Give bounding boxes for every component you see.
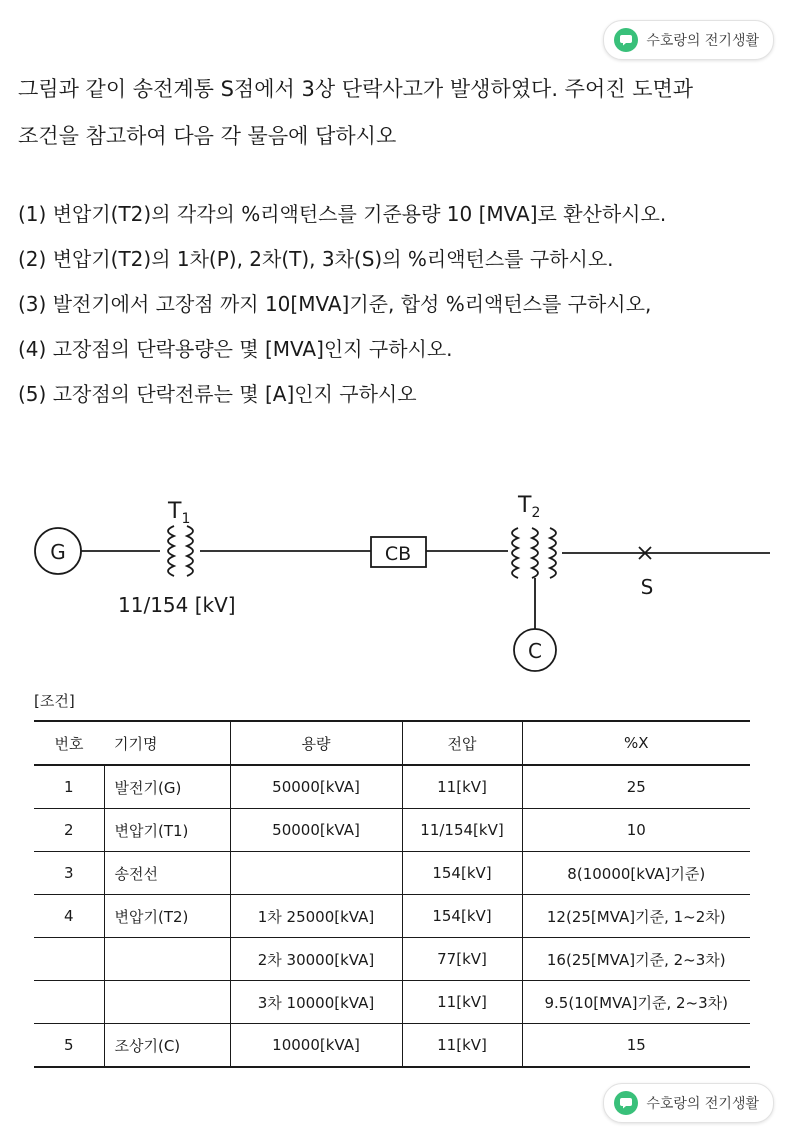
cell-capacity: 2차 30000[kVA]	[230, 938, 402, 981]
cell-voltage: 11[kV]	[402, 1024, 522, 1068]
chat-bubble-icon	[614, 1091, 638, 1115]
cell-voltage: 11[kV]	[402, 765, 522, 809]
cell-capacity	[230, 852, 402, 895]
cell-capacity: 50000[kVA]	[230, 809, 402, 852]
cell-capacity: 10000[kVA]	[230, 1024, 402, 1068]
cell-name: 변압기(T2)	[104, 895, 230, 938]
conditions-label: [조건]	[34, 692, 75, 710]
table-row	[34, 809, 750, 852]
cb-label: CB	[384, 543, 412, 565]
cell-no	[34, 938, 104, 981]
table-row	[34, 852, 750, 895]
generator-label: G	[50, 540, 66, 564]
cell-capacity: 50000[kVA]	[230, 765, 402, 809]
cell-no: 3	[63, 864, 74, 882]
cell-voltage: 154[kV]	[402, 852, 522, 895]
watermark-badge-top	[603, 20, 774, 60]
cell-name: 변압기(T1)	[104, 809, 230, 852]
cell-no	[34, 981, 104, 1024]
cell-x: 25	[522, 765, 750, 809]
question-4: (4) 고장점의 단락용량은 몇 [MVA]인지 구하시오.	[18, 337, 453, 361]
t2-label: $T_2$	[518, 493, 541, 521]
cell-no: 1	[63, 778, 74, 796]
table-row	[34, 895, 750, 938]
cell-x: 15	[522, 1024, 750, 1068]
cell-no: 2	[63, 821, 74, 839]
single-line-diagram	[0, 490, 800, 680]
question-5: (5) 고장점의 단락전류는 몇 [A]인지 구하시오	[18, 382, 417, 406]
cell-capacity: 3차 10000[kVA]	[230, 981, 402, 1024]
chat-bubble-icon	[614, 28, 638, 52]
condenser-label: C	[528, 639, 542, 663]
cell-voltage: 77[kV]	[402, 938, 522, 981]
watermark-text: 수호랑의 전기생활	[646, 1096, 759, 1112]
cell-x: 16(25[MVA]기준, 2~3차)	[522, 938, 750, 981]
cell-capacity: 1차 25000[kVA]	[230, 895, 402, 938]
fault-point-label: S	[640, 575, 654, 599]
watermark-badge-bottom	[603, 1083, 774, 1123]
t1-label: $T_1$	[168, 499, 191, 527]
question-2: (2) 변압기(T2)의 1차(P), 2차(T), 3차(S)의 %리액턴스를 구하시오.	[18, 247, 614, 271]
t1-coil-secondary	[187, 526, 193, 576]
cell-no: 4	[63, 907, 74, 925]
cell-voltage: 11/154[kV]	[402, 809, 522, 852]
intro-line-2: 조건을 참고하여 다음 각 물음에 답하시오	[18, 124, 397, 148]
cell-name: 조상기(C)	[104, 1024, 230, 1068]
t2-coil-tertiary	[532, 528, 538, 578]
cell-name: 발전기(G)	[104, 765, 230, 809]
header-voltage: 전압	[402, 721, 522, 765]
header-no: 번호	[54, 734, 84, 753]
cell-voltage: 154[kV]	[402, 895, 522, 938]
question-1: (1) 변압기(T2)의 각각의 %리액턴스를 기준용량 10 [MVA]로 환산하시오.	[18, 202, 667, 226]
header-x: %X	[522, 721, 750, 765]
t2-coil-secondary	[550, 528, 556, 578]
table-header-row	[34, 721, 750, 765]
table-row	[34, 765, 750, 809]
watermark-text: 수호랑의 전기생활	[646, 33, 759, 49]
header-capacity: 용량	[230, 721, 402, 765]
conditions-table	[34, 720, 750, 1068]
intro-line-1: 그림과 같이 송전계통 S점에서 3상 단락사고가 발생하였다. 주어진 도면과	[18, 77, 694, 101]
header-name: 기기명	[114, 734, 158, 753]
cell-x: 12(25[MVA]기준, 1~2차)	[522, 895, 750, 938]
table-row	[34, 938, 750, 981]
question-list	[18, 192, 788, 417]
cell-name	[104, 938, 230, 981]
t1-coil-primary	[168, 526, 174, 576]
cell-name	[104, 981, 230, 1024]
cell-name: 송전선	[104, 852, 230, 895]
cell-x: 9.5(10[MVA]기준, 2~3차)	[522, 981, 750, 1024]
cell-no: 5	[63, 1036, 74, 1054]
cell-x: 10	[522, 809, 750, 852]
t1-voltage-label: 11/154 [kV]	[118, 593, 236, 617]
question-3: (3) 발전기에서 고장점 까지 10[MVA]기준, 합성 %리액턴스를 구하시오,	[18, 292, 652, 316]
problem-statement	[18, 66, 788, 160]
cell-x: 8(10000[kVA]기준)	[522, 852, 750, 895]
t2-coil-primary	[512, 528, 518, 578]
table-row	[34, 981, 750, 1024]
cell-voltage: 11[kV]	[402, 981, 522, 1024]
table-row	[34, 1024, 750, 1068]
